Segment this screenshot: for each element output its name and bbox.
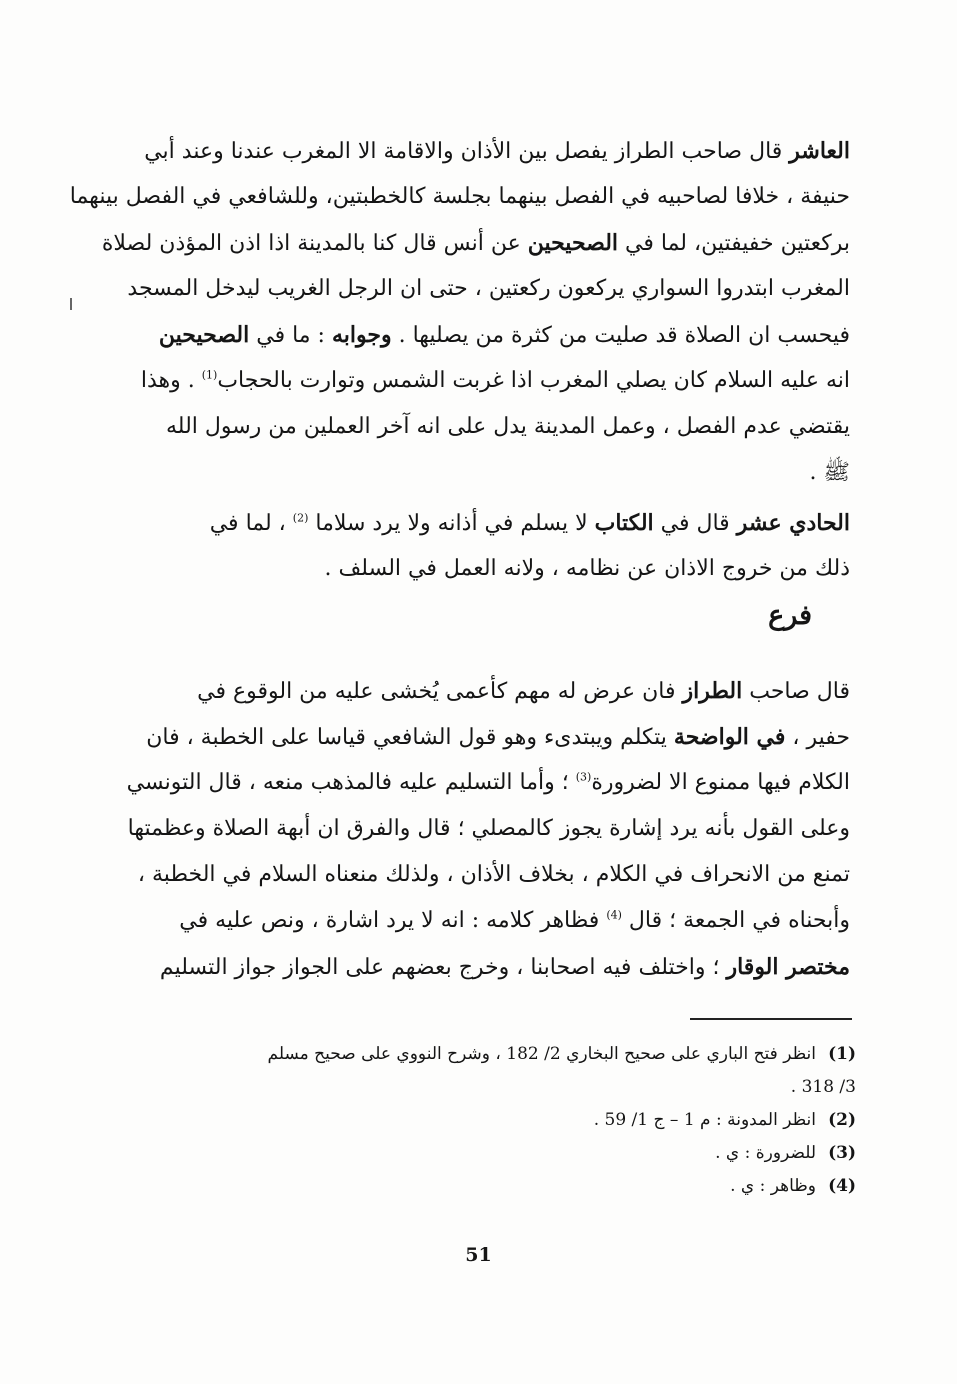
footnote-number: (3) xyxy=(828,1143,856,1163)
footnote-text: للضرورة : ي . xyxy=(715,1143,816,1163)
text-run: انه عليه السلام كان يصلي المغرب اذا غربت الشمس وتوارت بالحجاب xyxy=(217,368,850,393)
text-line xyxy=(166,404,850,450)
text-line xyxy=(146,714,850,760)
footnote-divider xyxy=(690,1018,852,1020)
text-line xyxy=(159,944,850,990)
text-run: يقتضي عدم الفصل ، وعمل المدينة يدل على انه آخر العملين من رسول الله xyxy=(166,414,850,439)
text-run: فظاهر كلامه : انه لا يرد اشارة ، ونص عليه في xyxy=(179,908,607,933)
text-run: ، لما في xyxy=(209,511,293,536)
text-run: لا يسلم في أذانه ولا يرد سلاما xyxy=(308,511,595,536)
footnote-ref: (3) xyxy=(575,770,592,784)
text-line xyxy=(158,312,850,358)
footnote-ref: (2) xyxy=(292,511,309,525)
text-run: بركعتين خفيفتين، لما في xyxy=(618,231,850,256)
text-run: . وهذا xyxy=(140,368,202,393)
bold-term: الصحيحين xyxy=(527,230,619,256)
text-run: وعلى القول بأنه يرد إشارة يجوز كالمصلي ؛ قال والفرق ان أبهة الصلاة وعظمتها xyxy=(127,816,850,841)
text-line xyxy=(69,174,850,220)
margin-mark xyxy=(70,298,72,310)
text-line xyxy=(180,500,850,546)
text-run: المغرب ابتدروا السواري يركعون ركعتين ، حتى ان الرجل الغريب ليدخل المسجد xyxy=(127,276,850,301)
paragraph-branch xyxy=(126,668,850,990)
footnote-number: (2) xyxy=(828,1110,856,1130)
text-line xyxy=(180,898,850,944)
text-line xyxy=(180,546,850,592)
text-run: ﷺ . xyxy=(809,460,850,485)
text-run: عن أنس قال كنا بالمدينة اذا اذن المؤذن لصلاة xyxy=(101,231,528,256)
bold-term: الطراز xyxy=(682,678,743,704)
bold-term: الكتاب xyxy=(594,510,654,536)
text-run: حفير ، xyxy=(785,725,850,750)
text-run: يتكلم ويبتدىء وهو قول الشافعي قياسا على الخطبة ، فان xyxy=(146,725,674,750)
bold-term: مختصر الوقار xyxy=(726,954,850,980)
paragraph-tenth xyxy=(69,128,850,496)
text-run: الكلام فيها ممنوع الا لضرورة xyxy=(591,770,850,795)
bold-term: في الواضحة xyxy=(673,724,786,750)
text-run: قال صاحب الطراز يفصل بين الأذان والاقامة الا المغرب عندنا وعند أبي xyxy=(144,139,790,164)
footnote-1 xyxy=(200,1038,856,1071)
text-run: ؛ وأما التسليم عليه فالمذهب منعه ، قال التونسي xyxy=(126,770,576,795)
text-run: ذلك من خروج الاذان عن نظامه ، ولانه العمل في السلف . xyxy=(324,556,850,581)
page-number: 51 xyxy=(465,1244,492,1266)
text-run: فان عرض له مهم كأعمى يُخشى عليه من الوقوع في xyxy=(197,679,683,704)
footnote-3 xyxy=(200,1137,856,1170)
text-line xyxy=(127,266,850,312)
text-line xyxy=(144,128,850,174)
text-run: حنيفة ، خلافا لصاحبيه في الفصل بينهما بجلسة كالخطبتين، وللشافعي في الفصل بينهما xyxy=(69,184,850,209)
text-line xyxy=(101,220,850,266)
footnote-text: انظر فتح الباري على صحيح البخاري 2/ 182 ، وشرح النووي على صحيح مسلم xyxy=(267,1044,816,1064)
footnote-text: 3/ 318 . xyxy=(790,1077,856,1097)
text-run: ؛ واختلف فيه اصحابنا ، وخرج بعضهم على الجواز جواز التسليم xyxy=(159,955,727,980)
text-run: فيحسب ان الصلاة قد صليت من كثرة من يصليها . xyxy=(391,323,850,348)
text-run: قال في xyxy=(653,511,737,536)
section-heading: فرع xyxy=(768,600,812,631)
text-run: قال صاحب xyxy=(742,679,850,704)
footnote-ref: (1) xyxy=(201,368,218,382)
text-run: وأبحناه في الجمعة ؛ قال xyxy=(621,908,850,933)
bold-term: العاشر xyxy=(789,138,850,164)
text-line xyxy=(126,760,850,806)
footnote-ref: (4) xyxy=(606,908,622,922)
text-run: تمنع من الانحراف في الكلام ، بخلاف الأذان ، ولذلك منعناه السلام في الخطبة ، xyxy=(137,862,850,887)
footnote-number: (1) xyxy=(828,1044,856,1064)
paragraph-eleventh xyxy=(180,500,850,592)
text-line xyxy=(180,668,850,714)
text-line xyxy=(140,358,850,404)
footnote-4 xyxy=(200,1170,856,1203)
bold-term: الحادي عشر xyxy=(736,510,850,536)
footnote-number: (4) xyxy=(828,1176,856,1196)
text-line xyxy=(127,806,850,852)
text-line xyxy=(137,852,850,898)
bold-term: وجوابه xyxy=(331,322,392,348)
footnote-1-continued xyxy=(200,1071,856,1104)
bold-term: الصحيحين xyxy=(158,322,250,348)
footnotes xyxy=(200,1038,856,1203)
text-line xyxy=(180,450,850,496)
text-run: : ما في xyxy=(249,323,332,348)
footnote-text: انظر المدونة : م 1 – ج 1/ 59 . xyxy=(593,1110,816,1130)
footnote-text: وظاهر : ي . xyxy=(730,1176,816,1196)
footnote-2 xyxy=(200,1104,856,1137)
